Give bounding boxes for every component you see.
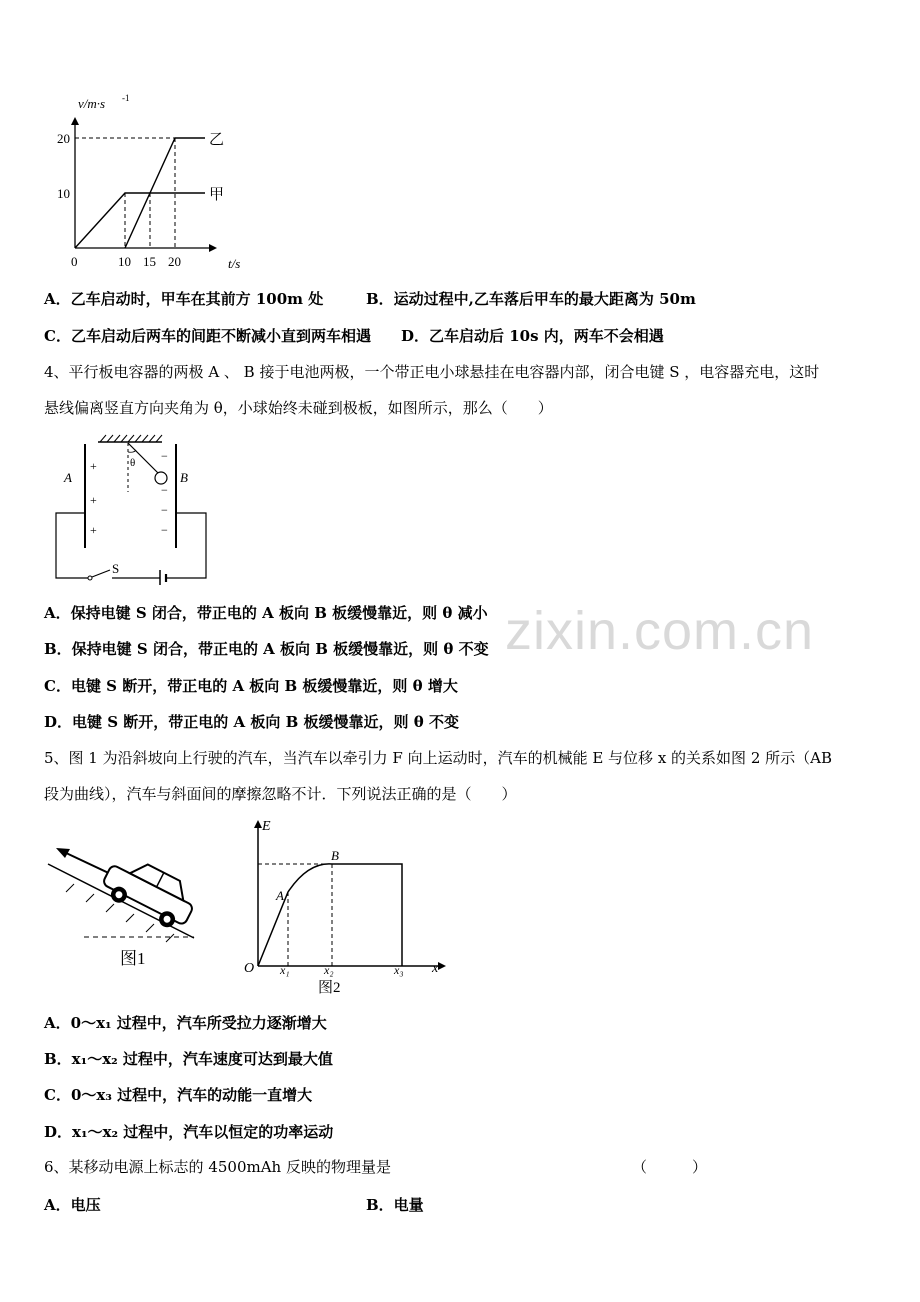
fig2-caption: 图2 <box>318 980 341 996</box>
q5-stem-line1: 5、图 1 为沿斜坡向上行驶的汽车，当汽车以牵引力 F 向上运动时，汽车的机械能 E 与位移 x 的关系如图 2 所示（AB <box>44 749 832 767</box>
q5-option-b: B．x₁～x₂ 过程中，汽车速度可达到最大值 <box>44 1050 333 1068</box>
x-tick-label: 0 <box>71 254 78 269</box>
plate-a-label: A <box>64 470 72 485</box>
svg-text:+: + <box>90 459 97 473</box>
svg-text:x: x <box>432 961 439 976</box>
series-label: 甲 <box>209 187 225 203</box>
svg-text:−: − <box>161 449 168 463</box>
switch-label: S <box>112 561 120 576</box>
svg-text:+: + <box>90 523 97 537</box>
series-label: 乙 <box>209 132 225 148</box>
x-axis-arrow <box>209 244 217 252</box>
vt-xlabel: t/s <box>228 256 241 271</box>
vt-ylabel-sup: -1 <box>122 93 130 103</box>
svg-text:x₂: x₂ <box>324 963 334 977</box>
svg-text:x₃: x₃ <box>394 963 404 977</box>
q3-option-b: B．运动过程中,乙车落后甲车的最大距离为 50m <box>366 290 696 308</box>
q3-option-d: D．乙车启动后 10s 内，两车不会相遇 <box>401 327 664 345</box>
q4-option-d: D．电键 S 断开，带正电的 A 板向 B 板缓慢靠近，则 θ 不变 <box>44 713 459 731</box>
svg-text:B: B <box>331 848 339 863</box>
svg-text:A: A <box>276 888 284 903</box>
car-icon <box>97 850 201 935</box>
q4-stem-line2: 悬线偏离竖直方向夹角为 θ，小球始终未碰到极板，如图所示，那么（ ） <box>44 399 553 417</box>
plate-b-label: B <box>180 470 188 485</box>
fig1-caption: 图1 <box>120 949 146 968</box>
series-line-甲 <box>75 193 205 248</box>
svg-text:−: − <box>161 523 168 537</box>
y-tick-label: 20 <box>57 131 70 146</box>
svg-text:O: O <box>244 961 255 976</box>
svg-text:+: + <box>90 493 97 507</box>
vt-chart <box>40 88 270 278</box>
svg-text:−: − <box>161 483 168 497</box>
q5-option-a: A．0～x₁ 过程中，汽车所受拉力逐渐增大 <box>44 1014 327 1032</box>
q6-option-b: B．电量 <box>366 1196 424 1214</box>
vt-ylabel: v/m·s <box>78 96 106 111</box>
q3-option-a: A．乙车启动时，甲车在其前方 100m 处 <box>44 290 324 308</box>
capacitor-figure <box>50 430 215 585</box>
q4-stem-line1: 4、平行板电容器的两极 A 、 B 接于电池两极，一个带正电小球悬挂在电容器内部，闭合电键 S ，电容器充电，这时 <box>44 363 820 381</box>
q4-option-c: C．电键 S 断开，带正电的 A 板向 B 板缓慢靠近，则 θ 增大 <box>44 677 458 695</box>
y-tick-label: 10 <box>57 186 70 201</box>
svg-text:x₁: x₁ <box>280 963 290 977</box>
theta-label: θ <box>130 457 136 469</box>
watermark: zixin.com.cn <box>505 601 815 661</box>
q6-answer-paren: （ ） <box>632 1158 708 1176</box>
x-tick-label: 15 <box>143 254 156 269</box>
x-tick-label: 20 <box>168 254 181 269</box>
q5-option-d: D．x₁～x₂ 过程中，汽车以恒定的功率运动 <box>44 1123 334 1141</box>
q3-option-c: C．乙车启动后两车的间距不断减小直到两车相遇 <box>44 327 371 345</box>
svg-text:E: E <box>262 819 271 834</box>
x-tick-label: 10 <box>118 254 131 269</box>
svg-text:−: − <box>161 503 168 517</box>
q6-stem: 6、某移动电源上标志的 4500mAh 反映的物理量是 <box>44 1158 391 1176</box>
energy-displacement-graph <box>238 812 458 1002</box>
q4-option-b: B．保持电键 S 闭合，带正电的 A 板向 B 板缓慢靠近，则 θ 不变 <box>44 640 489 658</box>
q5-stem-line2: 段为曲线），汽车与斜面间的摩擦忽略不计．下列说法正确的是（ ） <box>44 785 517 803</box>
q5-option-c: C．0～x₃ 过程中，汽车的动能一直增大 <box>44 1086 313 1104</box>
q6-option-a: A．电压 <box>44 1196 101 1214</box>
car-slope-figure <box>44 834 204 974</box>
q4-option-a: A．保持电键 S 闭合，带正电的 A 板向 B 板缓慢靠近，则 θ 减小 <box>44 604 488 622</box>
y-axis-arrow <box>71 117 79 125</box>
